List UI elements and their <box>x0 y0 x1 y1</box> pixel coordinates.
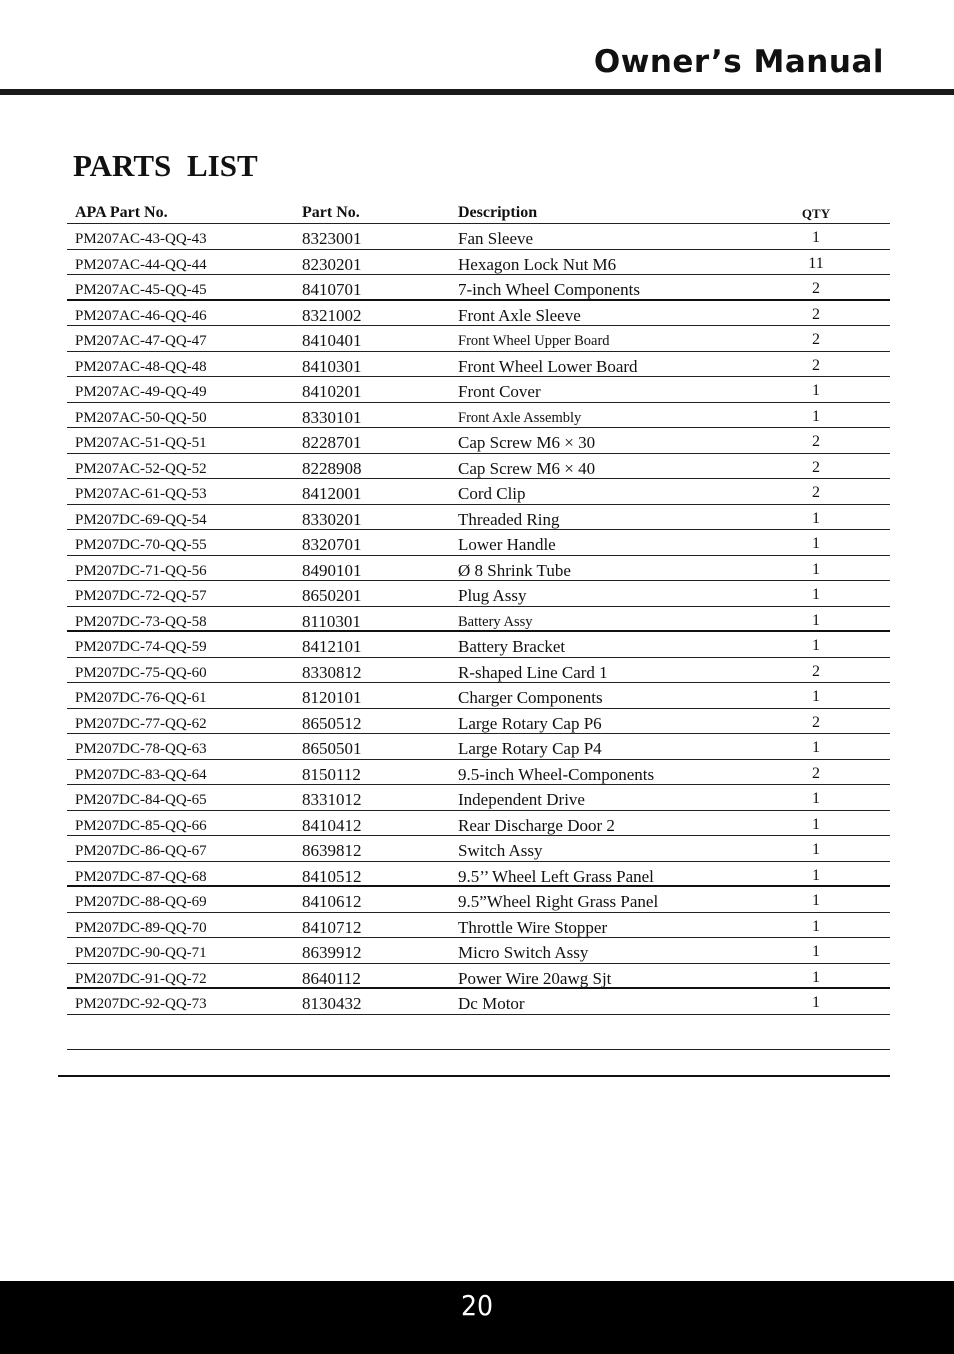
qty-cell: 1 <box>812 739 820 756</box>
table-row <box>67 581 890 607</box>
apa-part-no-cell: PM207DC-88-QQ-69 <box>75 894 207 910</box>
qty-cell: 1 <box>812 688 820 705</box>
header-rule <box>0 89 954 95</box>
qty-cell: 2 <box>812 764 820 782</box>
apa-part-no-cell: PM207DC-73-QQ-58 <box>75 613 207 630</box>
description-cell: Cap Screw M6 × 30 <box>458 433 596 452</box>
apa-part-no-cell: PM207AC-52-QQ-52 <box>75 460 207 477</box>
description-cell: Cap Screw M6 × 40 <box>458 458 596 478</box>
table-row <box>67 403 890 429</box>
qty-cell: 2 <box>812 331 820 348</box>
table-row <box>67 658 890 684</box>
qty-cell: 1 <box>812 586 820 603</box>
table-row <box>67 428 890 454</box>
part-no-cell: 8331012 <box>302 790 362 809</box>
qty-cell: 2 <box>812 662 820 680</box>
qty-cell: 1 <box>812 637 820 654</box>
apa-part-no-cell: PM207AC-45-QQ-45 <box>75 282 207 298</box>
table-row <box>67 989 890 1015</box>
qty-cell: 1 <box>812 535 820 552</box>
table-row <box>67 505 890 531</box>
part-no-cell: 8412001 <box>302 484 362 503</box>
description-cell: Throttle Wire Stopper <box>458 917 608 937</box>
table-row <box>67 913 890 939</box>
qty-cell: 2 <box>812 356 820 374</box>
table-row <box>67 250 890 276</box>
parts-table <box>67 200 890 1015</box>
part-no-cell: 8639812 <box>302 841 362 860</box>
apa-part-no-cell: PM207DC-75-QQ-60 <box>75 664 207 681</box>
description-cell: Fan Sleeve <box>458 229 534 248</box>
description-cell: Battery Assy <box>458 613 533 630</box>
qty-cell: 2 <box>812 484 820 501</box>
description-cell: Battery Bracket <box>458 637 566 656</box>
table-body <box>67 224 890 1015</box>
apa-part-no-cell: PM207AC-49-QQ-49 <box>75 384 207 400</box>
page-number: 20 <box>460 1289 494 1322</box>
header-qty: QTY <box>801 206 831 221</box>
part-no-cell: 8130432 <box>302 994 362 1013</box>
qty-cell: 1 <box>812 892 820 909</box>
qty-cell: 1 <box>812 229 820 246</box>
description-cell: Large Rotary Cap P4 <box>458 739 602 758</box>
qty-cell: 1 <box>812 611 820 629</box>
table-row <box>67 938 890 964</box>
qty-cell: 1 <box>812 407 820 425</box>
table-row <box>67 530 890 556</box>
description-cell: Threaded Ring <box>458 509 560 529</box>
qty-cell: 1 <box>812 866 820 884</box>
description-cell: Large Rotary Cap P6 <box>458 713 602 733</box>
apa-part-no-cell: PM207DC-85-QQ-66 <box>75 817 207 834</box>
apa-part-no-cell: PM207DC-71-QQ-56 <box>75 562 207 579</box>
part-no-cell: 8150112 <box>302 764 361 784</box>
part-no-cell: 8228908 <box>302 458 362 478</box>
qty-cell: 1 <box>812 841 820 858</box>
part-no-cell: 8410201 <box>302 382 362 401</box>
description-cell: Charger Components <box>458 688 603 707</box>
description-cell: R-shaped Line Card 1 <box>458 662 608 682</box>
qty-cell: 1 <box>812 790 820 807</box>
table-header-row <box>67 200 890 224</box>
description-cell: Front Axle Sleeve <box>458 305 581 325</box>
part-no-cell: 8330101 <box>302 407 362 427</box>
apa-part-no-cell: PM207AC-47-QQ-47 <box>75 333 207 349</box>
apa-part-no-cell: PM207AC-44-QQ-44 <box>75 256 207 273</box>
table-rule <box>67 1049 890 1050</box>
qty-cell: 1 <box>812 943 820 960</box>
description-cell: Plug Assy <box>458 586 527 605</box>
part-no-cell: 8490101 <box>302 560 362 580</box>
qty-cell: 1 <box>812 382 820 399</box>
apa-part-no-cell: PM207DC-72-QQ-57 <box>75 588 207 604</box>
description-cell: Power Wire 20awg Sjt <box>458 968 612 988</box>
description-cell: Front Axle Assembly <box>458 409 582 426</box>
apa-part-no-cell: PM207AC-43-QQ-43 <box>75 231 207 247</box>
apa-part-no-cell: PM207DC-92-QQ-73 <box>75 996 207 1012</box>
apa-part-no-cell: PM207DC-84-QQ-65 <box>75 792 207 808</box>
apa-part-no-cell: PM207DC-83-QQ-64 <box>75 766 207 783</box>
part-no-cell: 8230201 <box>302 254 362 274</box>
description-cell: Lower Handle <box>458 535 556 554</box>
part-no-cell: 8320701 <box>302 535 362 554</box>
apa-part-no-cell: PM207DC-90-QQ-71 <box>75 945 207 961</box>
description-cell: Ø 8 Shrink Tube <box>458 560 571 580</box>
description-cell: Front Cover <box>458 382 541 401</box>
qty-cell: 2 <box>812 713 820 731</box>
apa-part-no-cell: PM207AC-46-QQ-46 <box>75 307 207 324</box>
description-cell: Independent Drive <box>458 790 585 809</box>
description-cell: 9.5-inch Wheel-Components <box>458 764 655 784</box>
table-row <box>67 811 890 837</box>
qty-cell: 1 <box>812 560 820 578</box>
part-no-cell: 8410701 <box>302 280 362 299</box>
table-row <box>67 836 890 862</box>
part-no-cell: 8639912 <box>302 943 362 962</box>
apa-part-no-cell: PM207DC-86-QQ-67 <box>75 843 207 859</box>
apa-part-no-cell: PM207AC-61-QQ-53 <box>75 486 207 502</box>
table-row <box>67 709 890 735</box>
qty-cell: 1 <box>812 994 820 1011</box>
part-no-cell: 8650512 <box>302 713 362 733</box>
qty-cell: 1 <box>812 968 820 986</box>
header-description: Description <box>458 204 538 221</box>
table-row <box>67 275 890 301</box>
apa-part-no-cell: PM207AC-50-QQ-50 <box>75 409 207 426</box>
part-no-cell: 8410401 <box>302 331 362 350</box>
qty-cell: 2 <box>812 458 820 476</box>
apa-part-no-cell: PM207DC-78-QQ-63 <box>75 741 207 757</box>
description-cell: Rear Discharge Door 2 <box>458 815 615 835</box>
table-row <box>67 479 890 505</box>
part-no-cell: 8412101 <box>302 637 362 656</box>
part-no-cell: 8323001 <box>302 229 362 248</box>
part-no-cell: 8110301 <box>302 611 361 631</box>
description-cell: 9.5”Wheel Right Grass Panel <box>458 892 659 911</box>
table-row <box>67 734 890 760</box>
apa-part-no-cell: PM207DC-69-QQ-54 <box>75 511 207 528</box>
description-cell: Front Wheel Upper Board <box>458 333 610 349</box>
qty-cell: 2 <box>812 305 820 323</box>
description-cell: 7-inch Wheel Components <box>458 280 640 299</box>
part-no-cell: 8330812 <box>302 662 362 682</box>
part-no-cell: 8410512 <box>302 866 362 886</box>
apa-part-no-cell: PM207AC-48-QQ-48 <box>75 358 207 375</box>
apa-part-no-cell: PM207AC-51-QQ-51 <box>75 435 207 451</box>
description-cell: Dc Motor <box>458 994 525 1013</box>
part-no-cell: 8410712 <box>302 917 362 937</box>
qty-cell: 11 <box>808 254 824 272</box>
part-no-cell: 8410301 <box>302 356 362 376</box>
footer-bar <box>0 1281 954 1354</box>
table-row <box>67 607 890 633</box>
apa-part-no-cell: PM207DC-91-QQ-72 <box>75 970 207 987</box>
header-part-no: Part No. <box>302 204 360 221</box>
apa-part-no-cell: PM207DC-87-QQ-68 <box>75 868 207 885</box>
part-no-cell: 8640112 <box>302 968 361 988</box>
description-cell: Hexagon Lock Nut M6 <box>458 254 617 274</box>
table-row <box>67 887 890 913</box>
table-row <box>67 683 890 709</box>
table-bottom-rule <box>58 1075 890 1077</box>
description-cell: 9.5’’ Wheel Left Grass Panel <box>458 866 654 886</box>
part-no-cell: 8650201 <box>302 586 362 605</box>
section-title: PARTS LIST <box>73 148 258 183</box>
part-no-cell: 8228701 <box>302 433 362 452</box>
qty-cell: 2 <box>812 280 820 297</box>
description-cell: Switch Assy <box>458 841 543 860</box>
table-row <box>67 454 890 480</box>
part-no-cell: 8650501 <box>302 739 362 758</box>
part-no-cell: 8410612 <box>302 892 362 911</box>
table-row <box>67 326 890 352</box>
description-cell: Front Wheel Lower Board <box>458 356 638 376</box>
manual-title: Owner’s Manual <box>593 44 884 80</box>
table-row <box>67 964 890 990</box>
table-row <box>67 862 890 888</box>
table-row <box>67 556 890 582</box>
part-no-cell: 8330201 <box>302 509 362 529</box>
table-row <box>67 785 890 811</box>
apa-part-no-cell: PM207DC-76-QQ-61 <box>75 690 207 706</box>
table-row <box>67 632 890 658</box>
table-row <box>67 352 890 378</box>
part-no-cell: 8321002 <box>302 305 362 325</box>
apa-part-no-cell: PM207DC-77-QQ-62 <box>75 715 207 732</box>
apa-part-no-cell: PM207DC-74-QQ-59 <box>75 639 207 655</box>
apa-part-no-cell: PM207DC-89-QQ-70 <box>75 919 207 936</box>
table-row <box>67 760 890 786</box>
table-row <box>67 301 890 327</box>
part-no-cell: 8410412 <box>302 815 362 835</box>
description-cell: Cord Clip <box>458 484 526 503</box>
header-apa-part-no: APA Part No. <box>75 204 168 221</box>
qty-cell: 2 <box>812 433 820 450</box>
table-row <box>67 377 890 403</box>
qty-cell: 1 <box>812 815 820 833</box>
qty-cell: 1 <box>812 509 820 527</box>
description-cell: Micro Switch Assy <box>458 943 589 962</box>
apa-part-no-cell: PM207DC-70-QQ-55 <box>75 537 207 553</box>
table-row <box>67 224 890 250</box>
part-no-cell: 8120101 <box>302 688 362 707</box>
qty-cell: 1 <box>812 917 820 935</box>
